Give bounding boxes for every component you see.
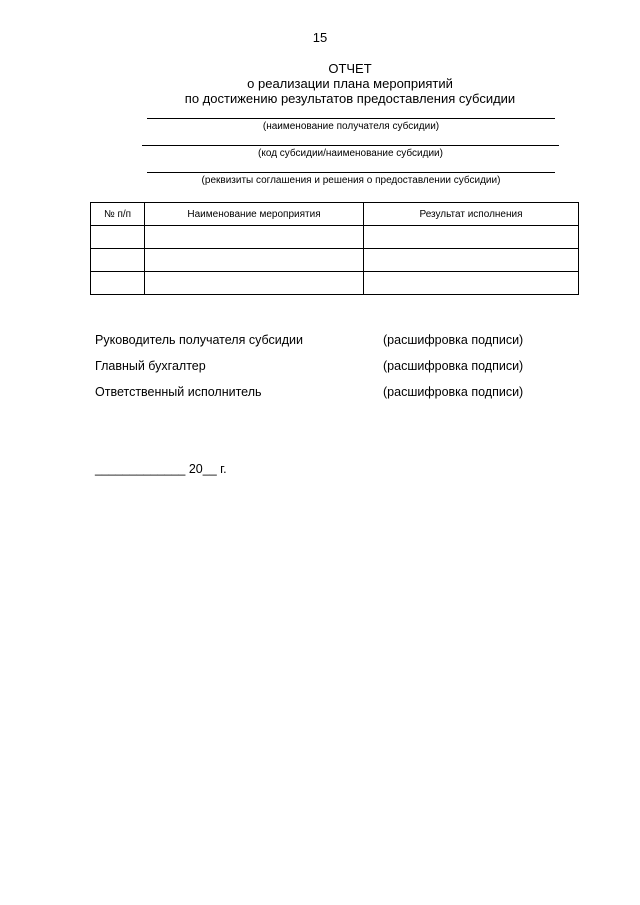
signature-decode-head: (расшифровка подписи) xyxy=(383,333,524,347)
table-cell xyxy=(91,249,145,272)
code-line xyxy=(142,145,559,146)
signature-label-head: Руководитель получателя субсидии xyxy=(95,333,303,347)
plan-table xyxy=(90,202,579,295)
table-cell xyxy=(145,272,364,295)
table-row xyxy=(91,272,579,295)
signature-label-executor: Ответственный исполнитель xyxy=(95,385,262,399)
signature-decode-accountant: (расшифровка подписи) xyxy=(383,359,524,373)
code-caption: (код субсидии/наименование субсидии) xyxy=(258,148,443,159)
page-number: 15 xyxy=(312,30,328,45)
signature-decode-executor: (расшифровка подписи) xyxy=(383,385,524,399)
table-cell xyxy=(91,226,145,249)
column-header-activity: Наименование мероприятия xyxy=(145,203,364,226)
column-header-result: Результат исполнения xyxy=(364,203,579,226)
table-cell xyxy=(364,249,579,272)
table-cell xyxy=(145,226,364,249)
signature-label-accountant: Главный бухгалтер xyxy=(95,359,206,373)
report-subtitle-line2: по достижению результатов предоставления субсидии xyxy=(184,91,516,106)
date-line: _____________ 20__ г. xyxy=(95,462,227,476)
table-row xyxy=(91,226,579,249)
table-cell xyxy=(91,272,145,295)
table-cell xyxy=(145,249,364,272)
table-header-row xyxy=(91,203,579,226)
table-cell xyxy=(364,272,579,295)
report-title: ОТЧЕТ xyxy=(328,61,372,76)
agreement-line xyxy=(147,172,555,173)
recipient-caption: (наименование получателя субсидии) xyxy=(262,121,440,132)
agreement-caption: (реквизиты соглашения и решения о предоставлении субсидии) xyxy=(201,175,501,186)
recipient-line xyxy=(147,118,555,119)
column-header-number: № п/п xyxy=(91,203,145,226)
table-row xyxy=(91,249,579,272)
table-cell xyxy=(364,226,579,249)
report-subtitle-line1: о реализации плана мероприятий xyxy=(247,76,453,91)
